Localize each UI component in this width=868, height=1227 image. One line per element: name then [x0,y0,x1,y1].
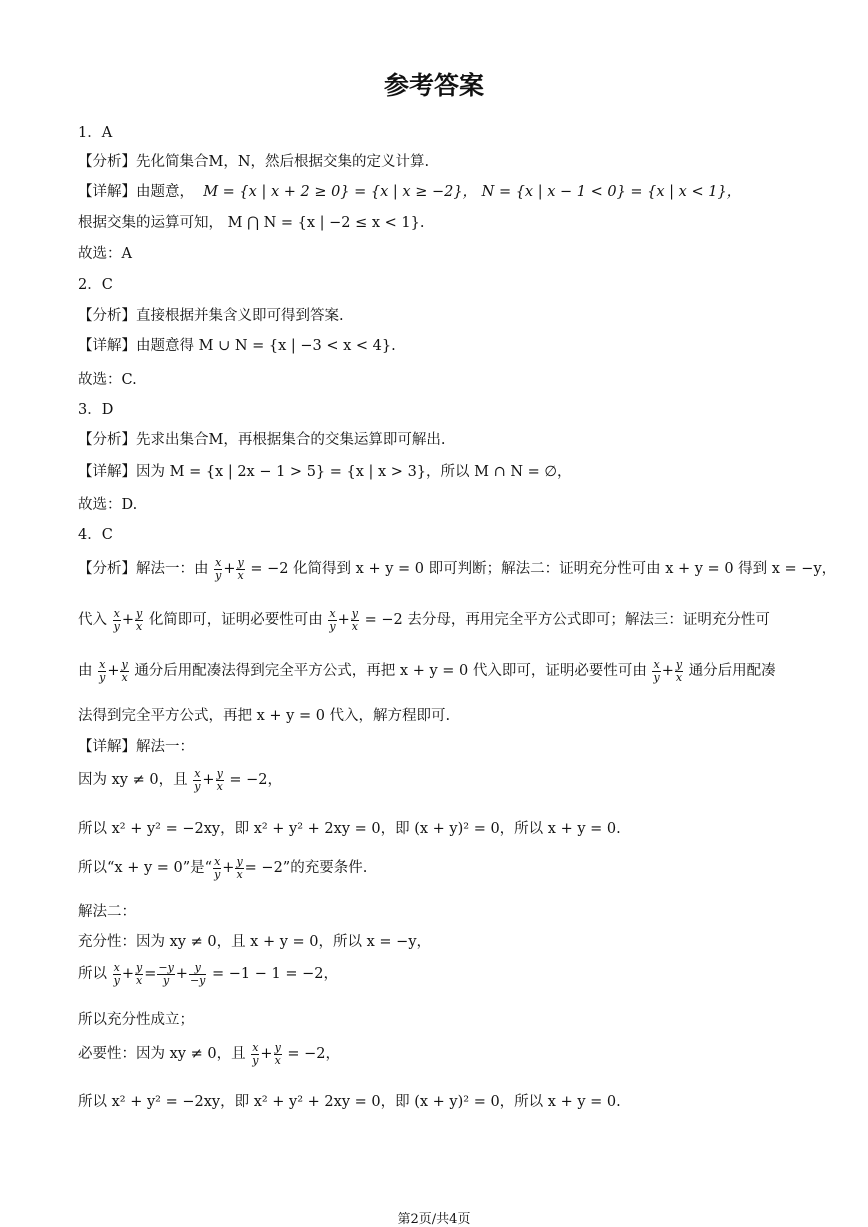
q4-analysis-line2: 代入 $\frac{x}{y}$ + $\frac{y}{x}$ 化简即可，证明必要性可由 $\frac{x}{y}$ + $\frac{y}{x}$ = −2 去分母，再用完全平方公式即可；解法三：证明充分性可 [78,607,770,633]
q4-analysis-line3: 由 $\frac{x}{y}$ + $\frac{y}{x}$ 通分后用配凑法得到完全平方公式，再把 x + y = 0 代入即可，证明必要性可由 $\frac{x}{y}$ + $\frac{y}{x}$ 通分后用配凑 [78,658,776,684]
fraction-x-over-y: $\frac{x}{y}$ [113,961,120,987]
fraction-y-over-x: $\frac{y}{x}$ [135,607,143,633]
q4-d3-text-a: 所以“x + y = 0”是“ [78,860,213,877]
q3-choice: 故选：D. [78,497,138,513]
q4-an2-text-a: 代入 [78,612,107,629]
fraction-x-over-y: $\frac{x}{y}$ [329,607,336,633]
q4-analysis-line4: 法得到完全平方公式，再把 x + y = 0 代入，解方程即可. [78,708,451,724]
fraction-x-over-y: $\frac{x}{y}$ [194,767,201,793]
q4-m2-2-text-b: = −1 − 1 = −2， [212,966,338,983]
q3-number: 3．D [78,402,114,418]
fraction-x-over-y: $\frac{x}{y}$ [252,1041,259,1067]
q4-number: 4．C [78,527,113,543]
q1-number: 1．A [78,125,113,141]
q4-analysis-line1: 【分析】解法一：由 $\frac{x}{y}$ + $\frac{y}{x}$ = −2 化简得到 x + y = 0 即可判断；解法二：证明充分性可由 x + y = 0 得到 x = −y， [78,556,837,582]
q1-detail-label: 【详解】由题意， [78,184,194,200]
q3-detail: 【详解】因为 M = {x | 2x − 1 > 5} = {x | x > 3}，所以 M ∩ N = ∅， [78,464,572,480]
q4-an3-text-c: 通分后用配凑 [688,663,776,680]
q4-an2-text-c: = −2 去分母，再用完全平方公式即可；解法三：证明充分性可 [364,612,770,629]
q4-detail-line2: 所以 x² + y² = −2xy，即 x² + y² + 2xy = 0，即 (x + y)² = 0，所以 x + y = 0. [78,821,621,837]
page-title: 参考答案 [383,71,484,100]
q4-method2-line2: 所以 $\frac{x}{y}$ + $\frac{y}{x}$ = $\frac{-y}{y}$ + $\frac{y}{-y}$ = −1 − 1 = −2， [78,961,338,987]
fraction-y-over-x: $\frac{y}{x}$ [274,1041,281,1067]
q4-an3-text-b: 通分后用配凑法得到完全平方公式，再把 x + y = 0 代入即可，证明必要性可由 [134,663,647,680]
q4-an2-text-b: 化简即可，证明必要性可由 [148,612,323,629]
fraction-x-over-y: $\frac{x}{y}$ [653,658,660,684]
q4-d1-text-a: 因为 xy ≠ 0，且 [78,772,188,789]
q4-m2-2-text-a: 所以 [78,966,107,983]
fraction-x-over-y: $\frac{x}{y}$ [99,658,106,684]
fraction-y-over-x: $\frac{y}{x}$ [351,607,359,633]
q4-m2-4-text-b: = −2， [287,1046,341,1063]
q4-an3-text-a: 由 [78,663,93,680]
q4-d3-text-b: = −2”的充要条件. [244,860,368,877]
page-footer: 第2页/共4页 [397,1212,471,1227]
q4-detail-line3: 所以“x + y = 0”是“ $\frac{x}{y}$ + $\frac{y}{x}$ = −2”的充要条件. [78,855,368,881]
q4-method2-line4: 必要性：因为 xy ≠ 0，且 $\frac{x}{y}$ + $\frac{y}{x}$ = −2， [78,1041,341,1067]
fraction-y-over-x: $\frac{y}{x}$ [135,961,143,987]
q3-analysis: 【分析】先求出集合M，再根据集合的交集运算即可解出. [78,432,446,448]
q1-detail-sets: M = {x | x + 2 ≥ 0} = {x | x ≥ −2}， N = {x | x − 1 < 0} = {x | x < 1}， [203,184,742,200]
fraction-y-over-x: $\frac{y}{x}$ [121,658,128,684]
q4-d1-text-b: = −2， [229,772,283,789]
fraction-neg-y-over-y: $\frac{-y}{y}$ [158,961,174,987]
q4-method2-heading: 解法二： [78,904,136,920]
q4-an1-text-b: = −2 化简得到 x + y = 0 即可判断；解法二：证明充分性可由 x + y = 0 得到 x = −y， [250,561,837,578]
q1-detail [78,180,741,201]
q4-m2-4-text-a: 必要性：因为 xy ≠ 0，且 [78,1046,246,1063]
q2-number: 2．C [78,277,113,293]
fraction-x-over-y: $\frac{x}{y}$ [113,607,120,633]
q4-method2-line1: 充分性：因为 xy ≠ 0，且 x + y = 0，所以 x = −y， [78,934,432,950]
q1-analysis: 【分析】先化简集合M，N，然后根据交集的定义计算. [78,154,430,170]
q4-method2-line3: 所以充分性成立； [78,1012,194,1028]
fraction-y-over-x: $\frac{y}{x}$ [236,855,243,881]
q1-choice: 故选：A [78,246,132,262]
fraction-x-over-y: $\frac{x}{y}$ [215,556,222,582]
fraction-x-over-y: $\frac{x}{y}$ [214,855,221,881]
q4-detail-line1: 因为 xy ≠ 0，且 $\frac{x}{y}$ + $\frac{y}{x}$ = −2， [78,767,283,793]
q2-analysis: 【分析】直接根据并集含义即可得到答案. [78,308,344,324]
fraction-y-over-x: $\frac{y}{x}$ [216,767,223,793]
fraction-y-over-x: $\frac{y}{x}$ [237,556,244,582]
fraction-y-over-neg-y: $\frac{y}{-y}$ [189,961,206,987]
q4-method2-line5: 所以 x² + y² = −2xy，即 x² + y² + 2xy = 0，即 (x + y)² = 0，所以 x + y = 0. [78,1094,621,1110]
fraction-y-over-x: $\frac{y}{x}$ [675,658,683,684]
q4-an1-text-a: 【分析】解法一：由 [78,561,209,578]
q4-detail-heading: 【详解】解法一： [78,739,194,755]
q2-detail: 【详解】由题意得 M ∪ N = {x | −3 < x < 4}. [78,338,396,354]
q2-choice: 故选：C. [78,372,137,388]
q1-calc: 根据交集的运算可知， M ⋂ N = {x | −2 ≤ x < 1}. [78,215,425,231]
